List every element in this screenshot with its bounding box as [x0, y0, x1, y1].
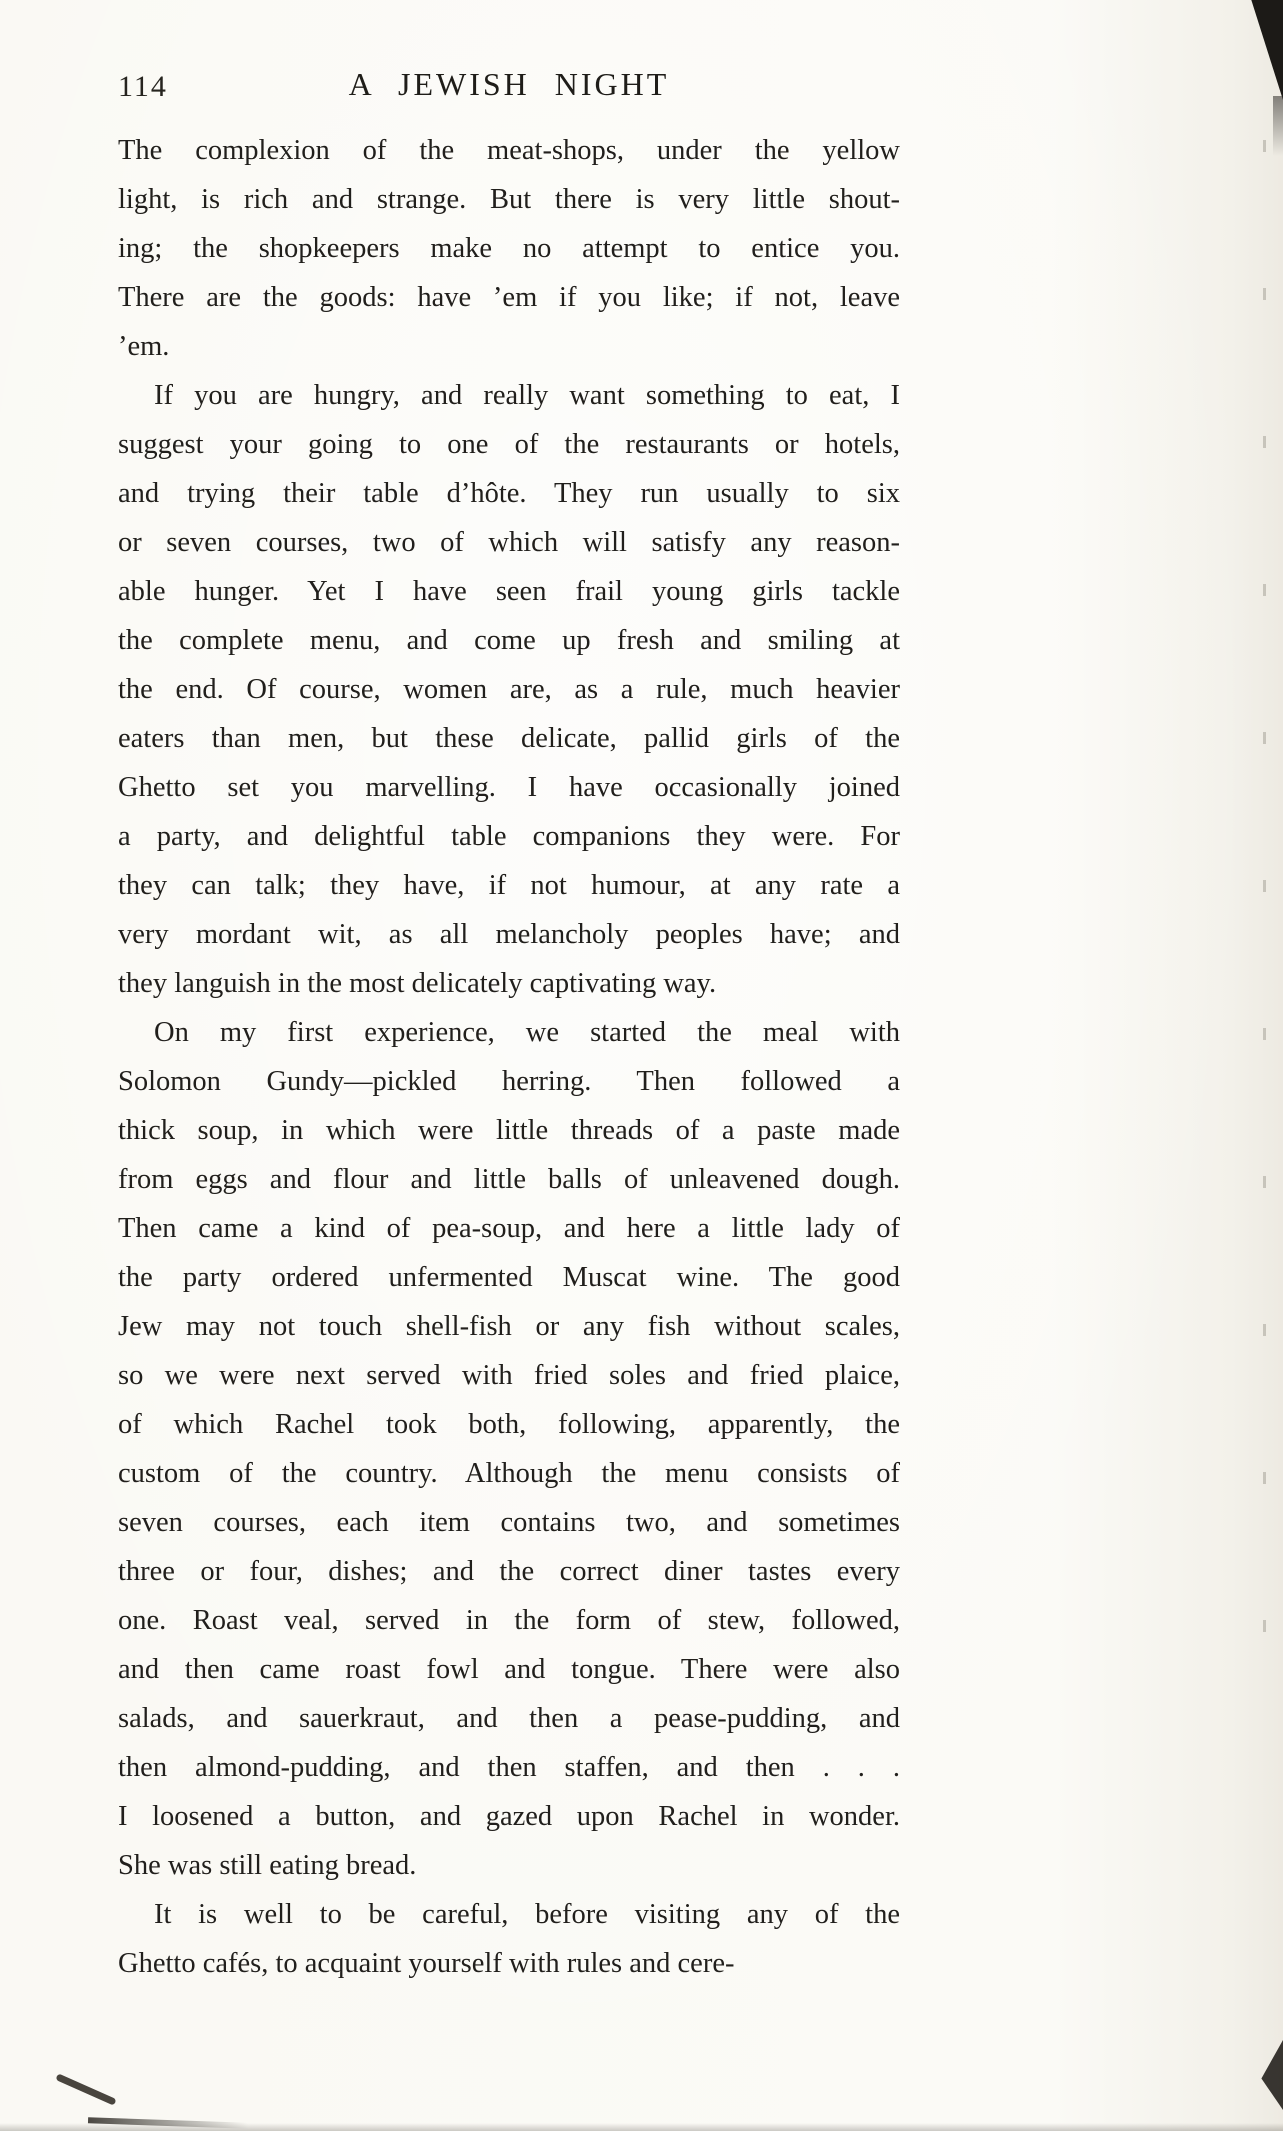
- text-line: seven courses, each item contains two, and sometimes: [118, 1507, 900, 1538]
- text-line: and trying their table d’hôte. They run usually to six: [118, 478, 900, 509]
- text-line: custom of the country. Although the menu consists of: [118, 1458, 900, 1489]
- paragraph: [118, 1008, 900, 1890]
- scan-artifact-bottom-edge-shadow: [0, 2123, 1283, 2131]
- text-line: ing; the shopkeepers make no attempt to entice you.: [118, 233, 900, 264]
- text-line: so we were next served with fried soles and fried plaice,: [118, 1360, 900, 1391]
- text-line: the complete menu, and come up fresh and smiling at: [118, 625, 900, 656]
- text-line: the end. Of course, women are, as a rule, much heavier: [118, 674, 900, 705]
- text-line: able hunger. Yet I have seen frail young girls tackle: [118, 576, 900, 607]
- text-line: of which Rachel took both, following, apparently, the: [118, 1409, 900, 1440]
- text-line: or seven courses, two of which will satisfy any reason-: [118, 527, 900, 558]
- text-line: I loosened a button, and gazed upon Rachel in wonder.: [118, 1801, 900, 1832]
- text-line: light, is rich and strange. But there is very little shout-: [118, 184, 900, 215]
- scan-artifact-bottom-right-blob: [1259, 2040, 1283, 2110]
- text-line: salads, and sauerkraut, and then a pease-pudding, and: [118, 1703, 900, 1734]
- text-line: they can talk; they have, if not humour, at any rate a: [118, 870, 900, 901]
- paragraph: [118, 371, 900, 1008]
- scan-artifact-bottom-left-stroke: [55, 2073, 116, 2105]
- text-line: and then came roast fowl and tongue. There were also: [118, 1654, 900, 1685]
- paragraph: [118, 1890, 900, 1988]
- text-line: thick soup, in which were little threads of a paste made: [118, 1115, 900, 1146]
- text-line: Then came a kind of pea-soup, and here a little lady of: [118, 1213, 900, 1244]
- scan-artifact-top-right-smudge: [1273, 96, 1283, 156]
- text-line: Ghetto set you marvelling. I have occasionally joined: [118, 772, 900, 803]
- text-line: Ghetto cafés, to acquaint yourself with rules and cere-: [118, 1948, 735, 1979]
- running-header-title: A JEWISH NIGHT: [348, 66, 670, 102]
- text-line: from eggs and flour and little balls of unleavened dough.: [118, 1164, 900, 1195]
- text-line: Solomon Gundy—pickled herring. Then followed a: [118, 1066, 900, 1097]
- text-line: they languish in the most delicately captivating way.: [118, 968, 717, 999]
- page-number: 114: [118, 70, 168, 103]
- text-line: then almond-pudding, and then staffen, and then . . .: [118, 1752, 900, 1783]
- text-line: suggest your going to one of the restaurants or hotels,: [118, 429, 900, 460]
- scan-artifact-top-right-corner: [1247, 0, 1283, 100]
- text-line: If you are hungry, and really want something to eat, I: [154, 380, 900, 411]
- text-line: The complexion of the meat-shops, under the yellow: [118, 135, 900, 166]
- text-line: a party, and delightful table companions they were. For: [118, 821, 900, 852]
- text-line: There are the goods: have ’em if you like; if not, leave: [118, 282, 900, 313]
- text-line: three or four, dishes; and the correct diner tastes every: [118, 1556, 900, 1587]
- text-line: She was still eating bread.: [118, 1850, 417, 1881]
- scan-artifact-right-edge-specks: [1263, 140, 1266, 1640]
- scan-artifact-bottom-left-edge: [88, 2117, 248, 2129]
- text-line: It is well to be careful, before visiting any of the: [154, 1899, 900, 1930]
- page-header: [118, 66, 900, 110]
- paragraph: [118, 126, 900, 371]
- text-line: eaters than men, but these delicate, pallid girls of the: [118, 723, 900, 754]
- text-block: [118, 126, 900, 1988]
- text-line: very mordant wit, as all melancholy peoples have; and: [118, 919, 900, 950]
- text-line: Jew may not touch shell-fish or any fish without scales,: [118, 1311, 900, 1342]
- text-line: the party ordered unfermented Muscat wine. The good: [118, 1262, 900, 1293]
- text-line: one. Roast veal, served in the form of stew, followed,: [118, 1605, 900, 1636]
- text-line: ’em.: [118, 331, 170, 362]
- text-line: On my first experience, we started the meal with: [154, 1017, 900, 1048]
